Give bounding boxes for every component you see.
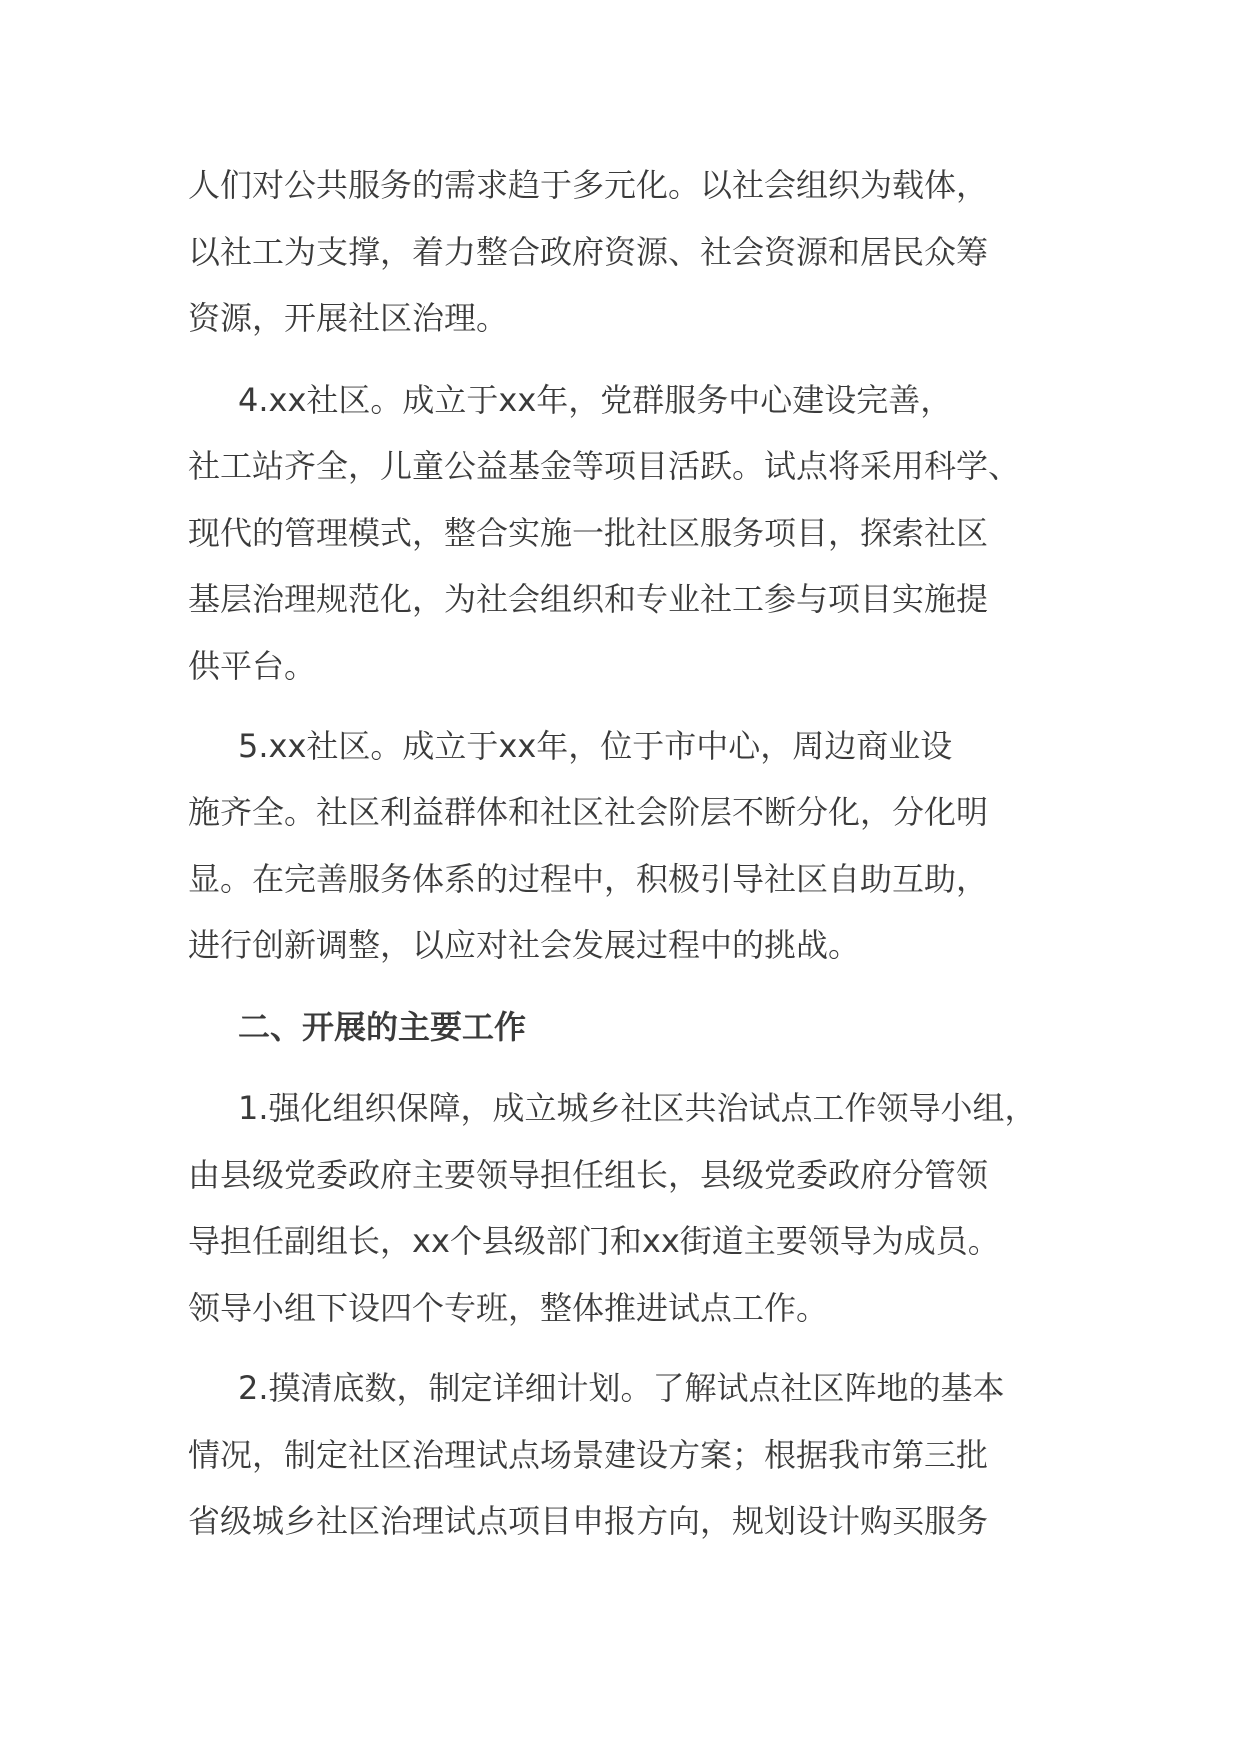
paragraph-line: 领导小组下设四个专班，整体推进试点工作。 (188, 1289, 829, 1327)
paragraph-line: 情况，制定社区治理试点场景建设方案；根据我市第三批 (188, 1436, 989, 1474)
paragraph-line: 以社工为支撑，着力整合政府资源、社会资源和居民众筹 (188, 233, 989, 271)
paragraph-line: 进行创新调整，以应对社会发展过程中的挑战。 (188, 926, 861, 964)
paragraph-line: 资源，开展社区治理。 (188, 299, 509, 337)
paragraph-line: 省级城乡社区治理试点项目申报方向，规划设计购买服务 (188, 1502, 989, 1540)
paragraph-line: 基层治理规范化，为社会组织和专业社工参与项目实施提 (188, 580, 989, 618)
paragraph-line: 社工站齐全，儿童公益基金等项目活跃。试点将采用科学、 (188, 447, 1021, 485)
paragraph-line: 施齐全。社区利益群体和社区社会阶层不断分化，分化明 (188, 793, 989, 831)
paragraph-line: 现代的管理模式，整合实施一批社区服务项目，探索社区 (188, 514, 989, 552)
paragraph-line: 显。在完善服务体系的过程中，积极引导社区自助互助， (188, 860, 989, 898)
paragraph-line: 由县级党委政府主要领导担任组长，县级党委政府分管领 (188, 1156, 989, 1194)
paragraph-line: 人们对公共服务的需求趋于多元化。以社会组织为载体， (188, 166, 989, 204)
paragraph-line: 导担任副组长，xx个县级部门和xx街道主要领导为成员。 (188, 1222, 1000, 1260)
paragraph-line: 2.摸清底数，制定详细计划。了解试点社区阵地的基本 (238, 1369, 1005, 1407)
paragraph-line: 4.xx社区。成立于xx年，党群服务中心建设完善， (238, 381, 953, 419)
paragraph-line: 5.xx社区。成立于xx年，位于市中心，周边商业设 (238, 727, 953, 765)
section-heading: 二、开展的主要工作 (238, 1008, 527, 1046)
paragraph-line: 1.强化组织保障，成立城乡社区共治试点工作领导小组， (238, 1089, 1037, 1127)
paragraph-line: 供平台。 (188, 647, 317, 685)
